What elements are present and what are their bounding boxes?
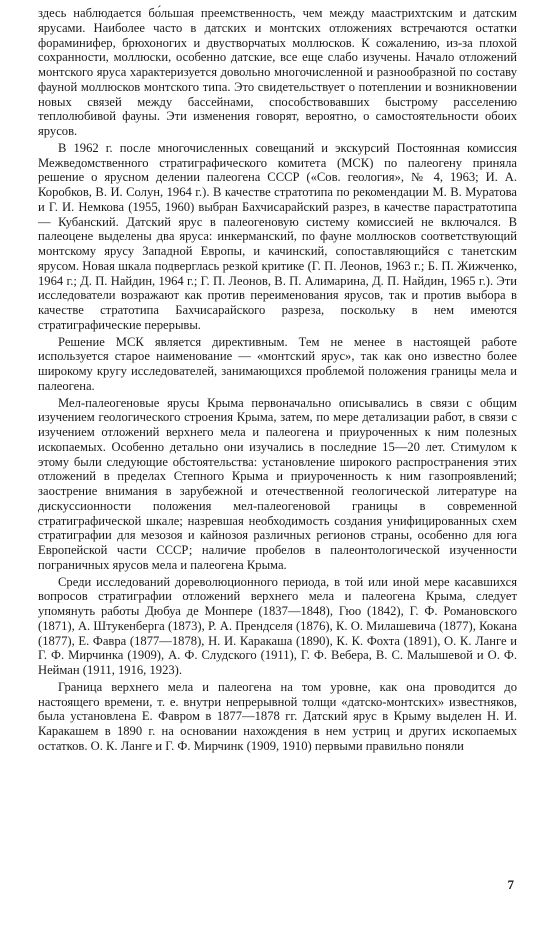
paragraph-4: Мел-палеогеновые ярусы Крыма первоначально описывались в связи с общим изучением геологического строения Крыма, затем, по мере детализации работ, в связи с изучением отложений верхнего мела и палеогена и приуроченных к ним полезных ископаемых. Особенно детально они изучались в последние 15—20 лет. Стимулом к этому были следующие обстоятельства: установление широкого распространения этих отложений в пределах Степного Крыма и приуроченность к ним газопроявлений; заострение внимания в зарубежной и отечественной геологической литературе на дискуссионности положения мел-палеогеновой границы в современной стратиграфической шкале; назревшая необходимость создания унифицированных схем стратиграфии для мезозоя и кайнозоя различных регионов страны, особенно для юга Европейской части СССР; наличие пробелов в палеонтологической изученности пограничных ярусов мела и палеогена Крыма. (38, 395, 517, 572)
paragraph-5: Среди исследований дореволюционного периода, в той или иной мере касавшихся вопросов стратиграфии отложений верхнего мела и палеогена Крыма, следует упомянуть работы Дюбуа де Монпере (1837—1848), Гюо (1842), Г. Ф. Романовского (1871), А. Штукенберга (1873), Р. А. Прендселя (1876), К. О. Милашевича (1877), Кокана (1877), Е. Фавра (1877—1878), Н. И. Каракаша (1890), К. К. Фохта (1891), О. К. Ланге и Г. Ф. Мирчинка (1909), А. Ф. Слудского (1911), Г. Ф. Вебера, В. С. Малышевой и О. Ф. Нейман (1911, 1916, 1923). (38, 574, 517, 677)
paragraph-6: Граница верхнего мела и палеогена на том уровне, как она проводится до настоящего времени, т. е. внутри непрерывной толщи «датско-монтских» известняков, была установлена Е. Фавром в 1877—1878 гг. Датский ярус в Крыму выделен Н. И. Каракашем в 1890 г. на основании нахождения в нем устриц и других ископаемых остатков. О. К. Ланге и Г. Ф. Мирчинк (1909, 1910) первыми правильно поняли (38, 679, 517, 753)
page-body (38, 6, 517, 754)
paragraph-2: В 1962 г. после многочисленных совещаний и экскурсий Постоянная комиссия Межведомственного стратиграфического комитета (МСК) по палеогену приняла решение о ярусном делении палеогена СССР («Сов. геология», № 4, 1963; И. А. Коробков, В. И. Солун, 1964 г.). В качестве стратотипа по рекомендации М. В. Муратова и Г. И. Немкова (1955, 1960) выбран Бахчисарайский разрез, в качестве парастратотипа — Кубанский. Датский ярус в палеогеновую систему комиссией не включался. В палеоцене выделены два яруса: инкерманский, по фауне моллюсков соответствующий монтскому ярусу Западной Европы, и качинский, сопоставляющийся с танетским ярусом. Новая шкала подверглась резкой критике (Г. П. Леонов, 1963 г.; Б. П. Жижченко, 1964 г.; Д. П. Найдин, 1964 г.; Г. П. Леонов, В. П. Алимарина, Д. П. Найдин, 1965 г.). Эти исследователи возражают как против переименования ярусов, так и против выбора в качестве стратотипа Бахчисарайского разреза, поскольку в нем имеются стратиграфические перерывы. (38, 140, 517, 332)
paragraph-3: Решение МСК является директивным. Тем не менее в настоящей работе используется старое наименование — «монтский ярус», так как оно известно более широкому кругу исследователей, занимающихся проблемой положения границы мела и палеогена. (38, 334, 517, 393)
page-number: 7 (507, 877, 514, 892)
paragraph-1: здесь наблюдается бо́льшая преемственность, чем между маастрихтским и датским ярусами. Наиболее часто в датских и монтских отложениях встречаются остатки фораминифер, брюхоногих и двустворчатых моллюсков. К сожалению, из-за плохой сохранности, моллюски, особенно датские, все еще слабо изучены. Начало отложений монтского яруса характеризуется довольно многочисленной и разнообразной по составу фауной моллюсков монтского типа. Это свидетельствует о потеплении и возникновении новых связей между бассейнами, способствовавших быстрому расселению теплолюбивой фауны. Эти изменения говорят, вероятно, о самостоятельности обоих ярусов. (38, 6, 517, 138)
